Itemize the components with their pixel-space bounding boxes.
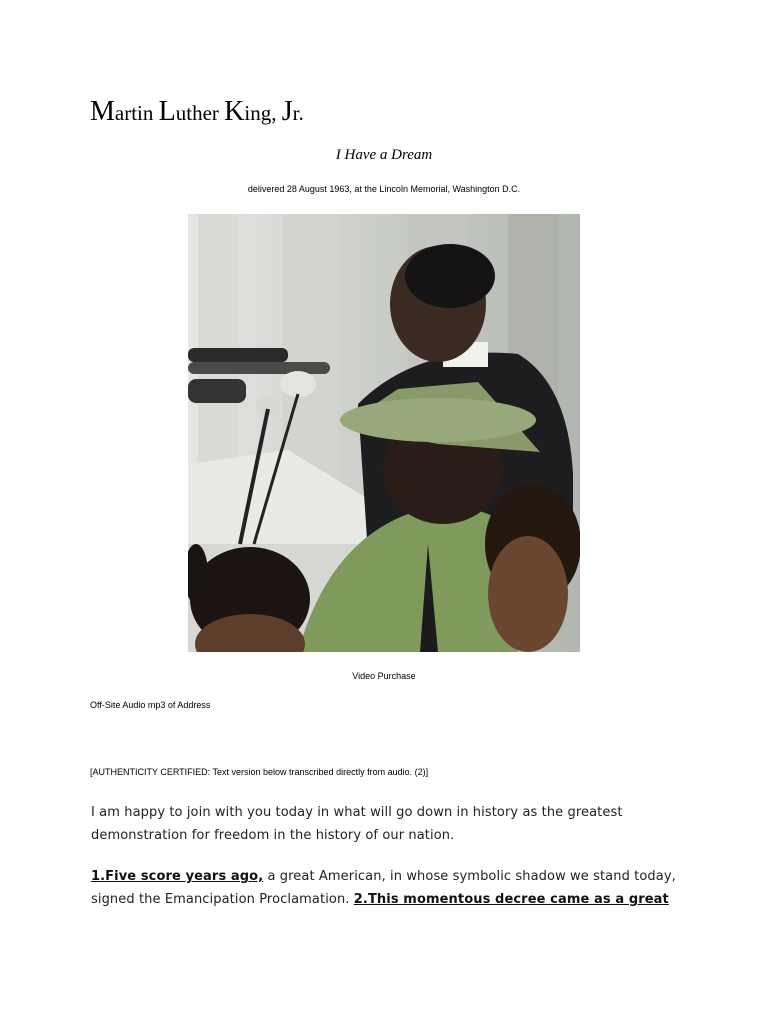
- title-initial: M: [90, 96, 115, 127]
- audio-mp3-link[interactable]: Off-Site Audio mp3 of Address: [90, 700, 211, 710]
- speech-paragraph-1: I am happy to join with you today in what will go down in history as the greatest demonstration for freedom in the history of our nation.: [91, 805, 623, 843]
- speaker-photo: [188, 214, 580, 652]
- title-initial: L: [158, 96, 176, 127]
- title-initial: K: [224, 96, 245, 127]
- title-text: ing,: [244, 101, 282, 125]
- highlighted-passage-1[interactable]: 1.Five score years ago,: [91, 869, 264, 884]
- title-initial: J: [281, 96, 293, 127]
- video-purchase-link[interactable]: Video Purchase: [352, 671, 416, 681]
- title-text: r.: [292, 101, 304, 125]
- delivered-line: delivered 28 August 1963, at the Lincoln Memorial, Washington D.C.: [247, 184, 521, 194]
- page-title: [90, 96, 304, 128]
- highlighted-passage-2[interactable]: 2.This momentous decree came as a great: [353, 892, 669, 907]
- authenticity-note: [AUTHENTICITY CERTIFIED: Text version below transcribed directly from audio. (2)]: [90, 767, 429, 777]
- title-text: uther: [175, 101, 225, 125]
- speech-paragraph-2: [91, 865, 691, 911]
- title-text: artin: [114, 101, 159, 125]
- speech-subtitle: I Have a Dream: [335, 147, 433, 163]
- paragraph-text: a great American, in whose symbolic shadow we stand today, signed the Emancipation Proclamation.: [91, 869, 676, 907]
- photo-illustration: [188, 214, 580, 652]
